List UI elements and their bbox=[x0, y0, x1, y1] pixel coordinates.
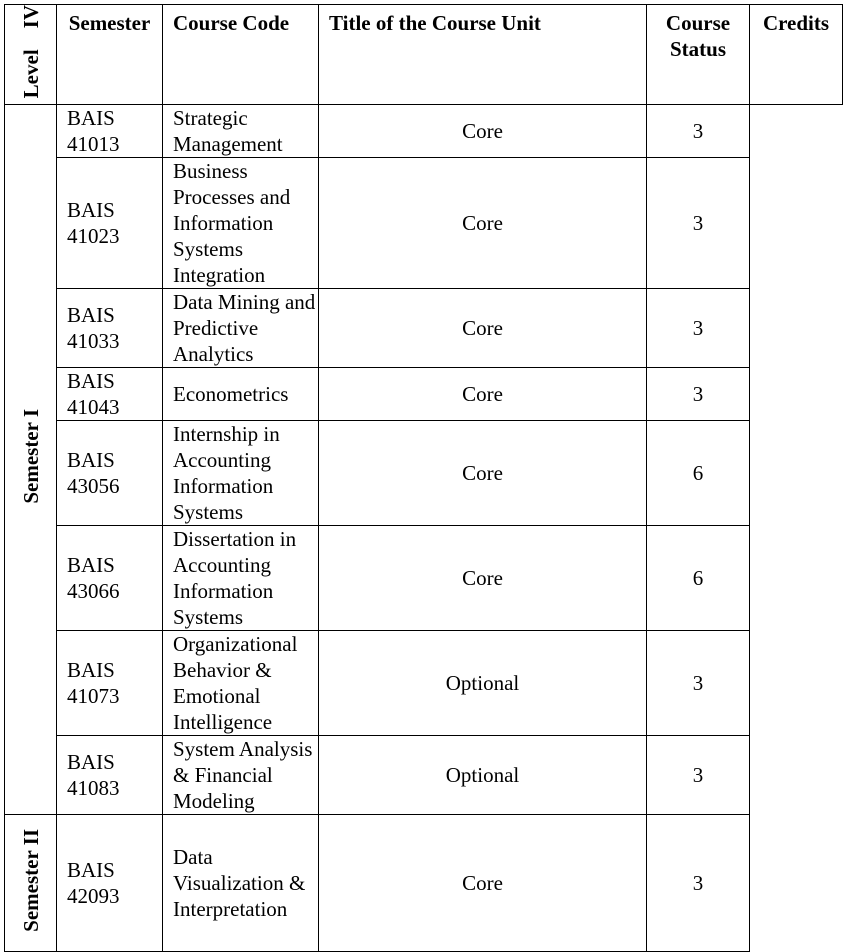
header-row bbox=[5, 5, 843, 105]
course-credits: 3 bbox=[647, 736, 750, 815]
course-title: Organizational Behavior & Emotional Intelligence bbox=[163, 631, 319, 736]
course-code: BAIS 42093 bbox=[57, 815, 163, 952]
course-status: Core bbox=[319, 421, 647, 526]
course-status: Core bbox=[319, 368, 647, 421]
course-code: BAIS 41073 bbox=[57, 631, 163, 736]
table-row bbox=[5, 526, 843, 631]
table-row bbox=[5, 105, 843, 158]
header-semester: Semester bbox=[57, 5, 163, 105]
course-title: System Analysis & Financial Modeling bbox=[163, 736, 319, 815]
course-code: BAIS 41083 bbox=[57, 736, 163, 815]
course-credits: 3 bbox=[647, 631, 750, 736]
course-code: BAIS 41023 bbox=[57, 158, 163, 289]
course-title: Dissertation in Accounting Information Systems bbox=[163, 526, 319, 631]
course-credits: 3 bbox=[647, 105, 750, 158]
course-status: Core bbox=[319, 158, 647, 289]
header-credits: Credits bbox=[750, 5, 843, 105]
course-code: BAIS 41033 bbox=[57, 289, 163, 368]
table-row bbox=[5, 815, 843, 952]
course-title: Business Processes and Information Systems Integration bbox=[163, 158, 319, 289]
semester-label: Semester I bbox=[18, 409, 43, 505]
course-title: Strategic Management bbox=[163, 105, 319, 158]
course-title: Econometrics bbox=[163, 368, 319, 421]
table-row bbox=[5, 368, 843, 421]
table-row bbox=[5, 736, 843, 815]
course-title: Data Mining and Predictive Analytics bbox=[163, 289, 319, 368]
course-credits: 3 bbox=[647, 815, 750, 952]
course-code: BAIS 41043 bbox=[57, 368, 163, 421]
course-status: Core bbox=[319, 815, 647, 952]
table-row bbox=[5, 421, 843, 526]
course-code: BAIS 43056 bbox=[57, 421, 163, 526]
header-course-status bbox=[647, 5, 750, 105]
course-credits: 6 bbox=[647, 526, 750, 631]
course-status: Optional bbox=[319, 736, 647, 815]
level-cell bbox=[5, 5, 57, 105]
header-status-line1: Course bbox=[665, 11, 731, 35]
level-label: Level IV bbox=[18, 5, 43, 99]
header-course-code: Course Code bbox=[163, 5, 319, 105]
semester-label: Semester II bbox=[18, 828, 43, 932]
course-code: BAIS 43066 bbox=[57, 526, 163, 631]
course-status: Core bbox=[319, 105, 647, 158]
course-table bbox=[4, 4, 843, 952]
course-credits: 3 bbox=[647, 289, 750, 368]
header-title: Title of the Course Unit bbox=[319, 5, 647, 105]
table-row bbox=[5, 631, 843, 736]
course-status: Optional bbox=[319, 631, 647, 736]
table-row bbox=[5, 158, 843, 289]
course-status: Core bbox=[319, 289, 647, 368]
course-status: Core bbox=[319, 526, 647, 631]
course-title: Data Visualization & Interpretation bbox=[163, 815, 319, 952]
course-title: Internship in Accounting Information Systems bbox=[163, 421, 319, 526]
course-credits: 3 bbox=[647, 368, 750, 421]
semester-cell bbox=[5, 815, 57, 952]
header-status-line2: Status bbox=[669, 37, 727, 61]
semester-cell bbox=[5, 105, 57, 815]
course-credits: 6 bbox=[647, 421, 750, 526]
course-credits: 3 bbox=[647, 158, 750, 289]
course-code: BAIS 41013 bbox=[57, 105, 163, 158]
table-row bbox=[5, 289, 843, 368]
